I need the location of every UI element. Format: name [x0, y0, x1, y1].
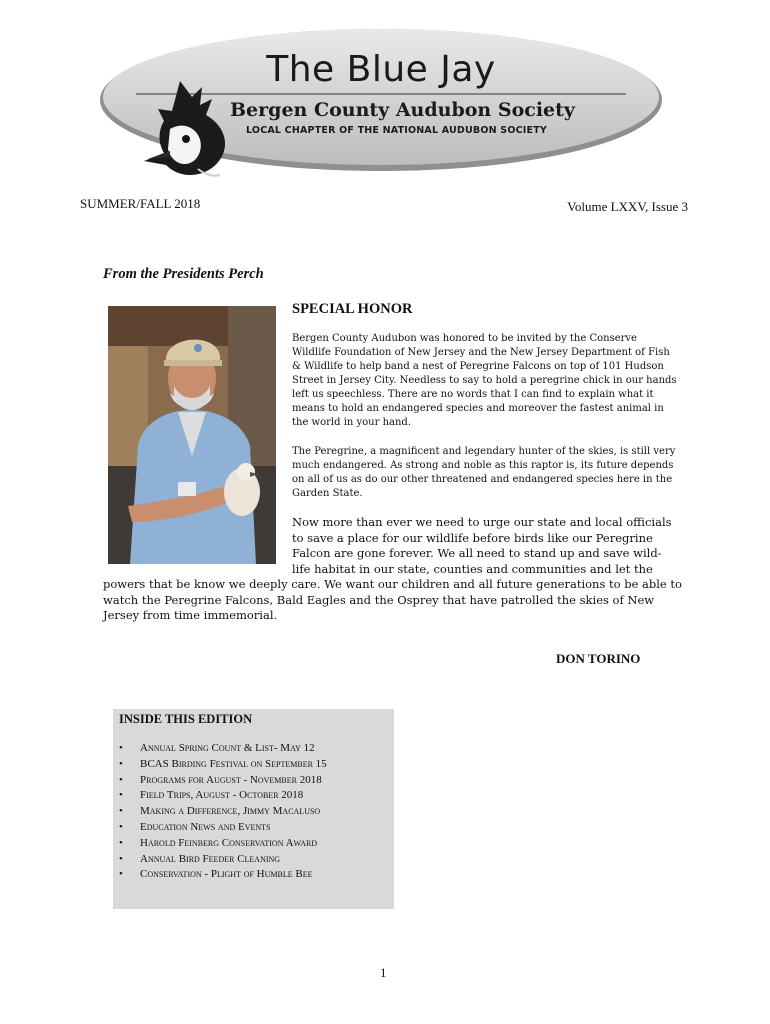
article-paragraph-1: Bergen County Audubon was honored to be invited by the Conserve Wildlife Foundation of New Jersey and the New Jersey Department of Fish & Wildlife to help band a nest of Peregrine Falcons on top of 101 Hudson Street in Jersey City. Needless to say to hold a peregrine chick in our hands left us speechless. There are no words that I can find to explain what it means to hold an endangered species and moreover the fastest animal in the world in your hand.	[292, 333, 677, 428]
section-title: From the Presidents Perch	[103, 266, 264, 282]
article-author: DON TORINO	[556, 651, 641, 666]
list-item[interactable]: • Harold Feinberg Conservation Award	[117, 836, 327, 852]
inside-edition-list	[117, 741, 327, 883]
list-item[interactable]: • BCAS Birding Festival on September 15	[117, 757, 327, 773]
inside-edition-title: INSIDE THIS EDITION	[119, 712, 253, 726]
list-item[interactable]: • Annual Bird Feeder Cleaning	[117, 852, 327, 868]
society-subtitle: LOCAL CHAPTER OF THE NATIONAL AUDUBON SOCIETY	[246, 125, 547, 136]
list-item[interactable]: • Education News and Events	[117, 820, 327, 836]
newsletter-logo	[98, 27, 664, 177]
list-item[interactable]: • Conservation - Plight of Humble Bee	[117, 867, 327, 883]
article-paragraph-3-bottom: powers that be know we deeply care. We want our children and all future generations to be able to watch the Peregrine Falcons, Bald Eagles and the Osprey that have patrolled the skies of New Jersey from time immemorial.	[103, 577, 682, 622]
blue-jay-icon	[140, 79, 235, 179]
article-paragraph-3-top: Now more than ever we need to urge our state and local officials to save a place for our wildlife before birds like our Peregrine Falcon are gone forever. We all need to stand up and save wild-life habitat in our state, counties and communities and let the	[292, 515, 672, 576]
list-item[interactable]: • Field Trips, August - October 2018	[117, 788, 327, 804]
inside-edition-box	[113, 709, 394, 909]
list-item[interactable]: • Programs for August - November 2018	[117, 773, 327, 789]
newsletter-title: The Blue Jay	[266, 49, 496, 90]
society-name: Bergen County Audubon Society	[230, 99, 575, 121]
list-item[interactable]: • Making a Difference, Jimmy Macaluso	[117, 804, 327, 820]
article-paragraph-2: The Peregrine, a magnificent and legendary hunter of the skies, is still very much endangered. As strong and noble as this raptor is, its future depends on all of us as do our other threatened and endangered species here in the Garden State.	[292, 446, 676, 499]
issue-season: SUMMER/FALL 2018	[80, 196, 201, 211]
article-heading: SPECIAL HONOR	[292, 301, 413, 317]
page-number: 1	[380, 965, 387, 980]
person-holding-falcon-chick-photo	[108, 306, 276, 564]
list-item[interactable]: • Annual Spring Count & List- May 12	[117, 741, 327, 757]
issue-volume: Volume LXXV, Issue 3	[567, 199, 688, 214]
